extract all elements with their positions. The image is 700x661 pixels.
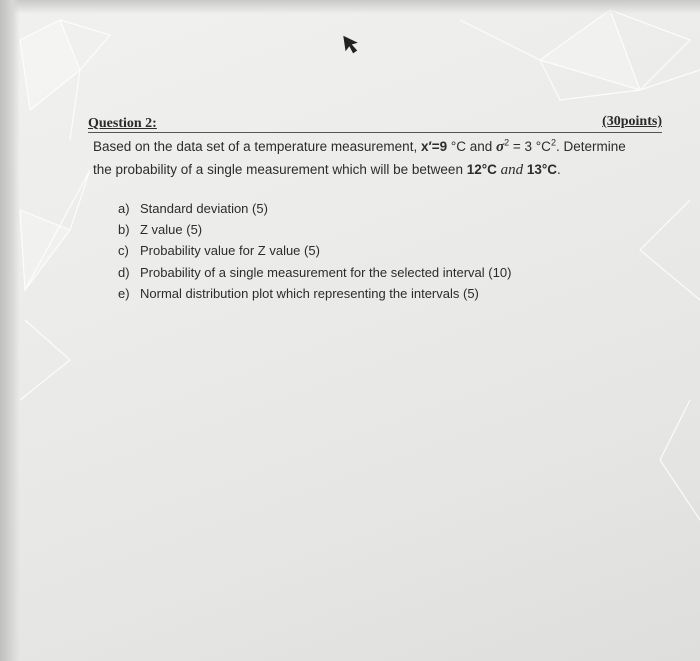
variance-value: = 3 °C — [509, 139, 551, 154]
subquestion-text: Z value (5) — [140, 222, 203, 238]
exponent: 2 — [504, 137, 510, 148]
statement-text: the probability of a single measurement which will be between — [93, 162, 467, 177]
subquestion-letter: c) — [118, 243, 129, 259]
subquestion-letter: e) — [118, 285, 130, 301]
exponent: 2 — [550, 137, 556, 148]
question-points: (30points) — [602, 114, 662, 129]
statement-text: Based on the data set of a temperature measurement, — [93, 139, 421, 154]
subquestion-item — [118, 222, 511, 243]
sample-mean: x′=9 — [420, 139, 448, 154]
statement-text: °C and — [447, 139, 497, 154]
subquestion-letter: b) — [118, 222, 130, 238]
subquestion-text: Probability value for Z value (5) — [140, 243, 320, 259]
problem-statement-line-1 — [93, 139, 626, 156]
problem-statement-line-2 — [93, 162, 561, 179]
mouse-pointer-arrow-icon — [340, 34, 358, 56]
top-bezel — [0, 0, 700, 14]
left-bezel — [0, 0, 20, 661]
question-title: Question 2: — [88, 116, 157, 131]
interval-low: 12°C — [466, 162, 497, 177]
subquestion-letter: a) — [118, 201, 130, 216]
subquestion-item — [118, 243, 511, 264]
subquestion-letter: d) — [118, 264, 130, 280]
statement-text: . Determine — [555, 139, 626, 154]
subquestion-list — [118, 201, 511, 307]
subquestion-item — [118, 265, 511, 286]
subquestion-text: Probability of a single measurement for the selected interval (10) — [140, 264, 512, 280]
statement-text: . — [557, 162, 561, 177]
subquestion-item — [118, 201, 511, 222]
sigma-symbol: σ — [496, 139, 505, 155]
statement-text: and — [496, 162, 527, 178]
question-header — [88, 112, 662, 133]
subquestion-item — [118, 286, 511, 307]
subquestion-text: Normal distribution plot which representing the intervals (5) — [140, 285, 479, 301]
interval-high: 13°C — [526, 162, 558, 177]
subquestion-text: Standard deviation (5) — [140, 201, 268, 216]
